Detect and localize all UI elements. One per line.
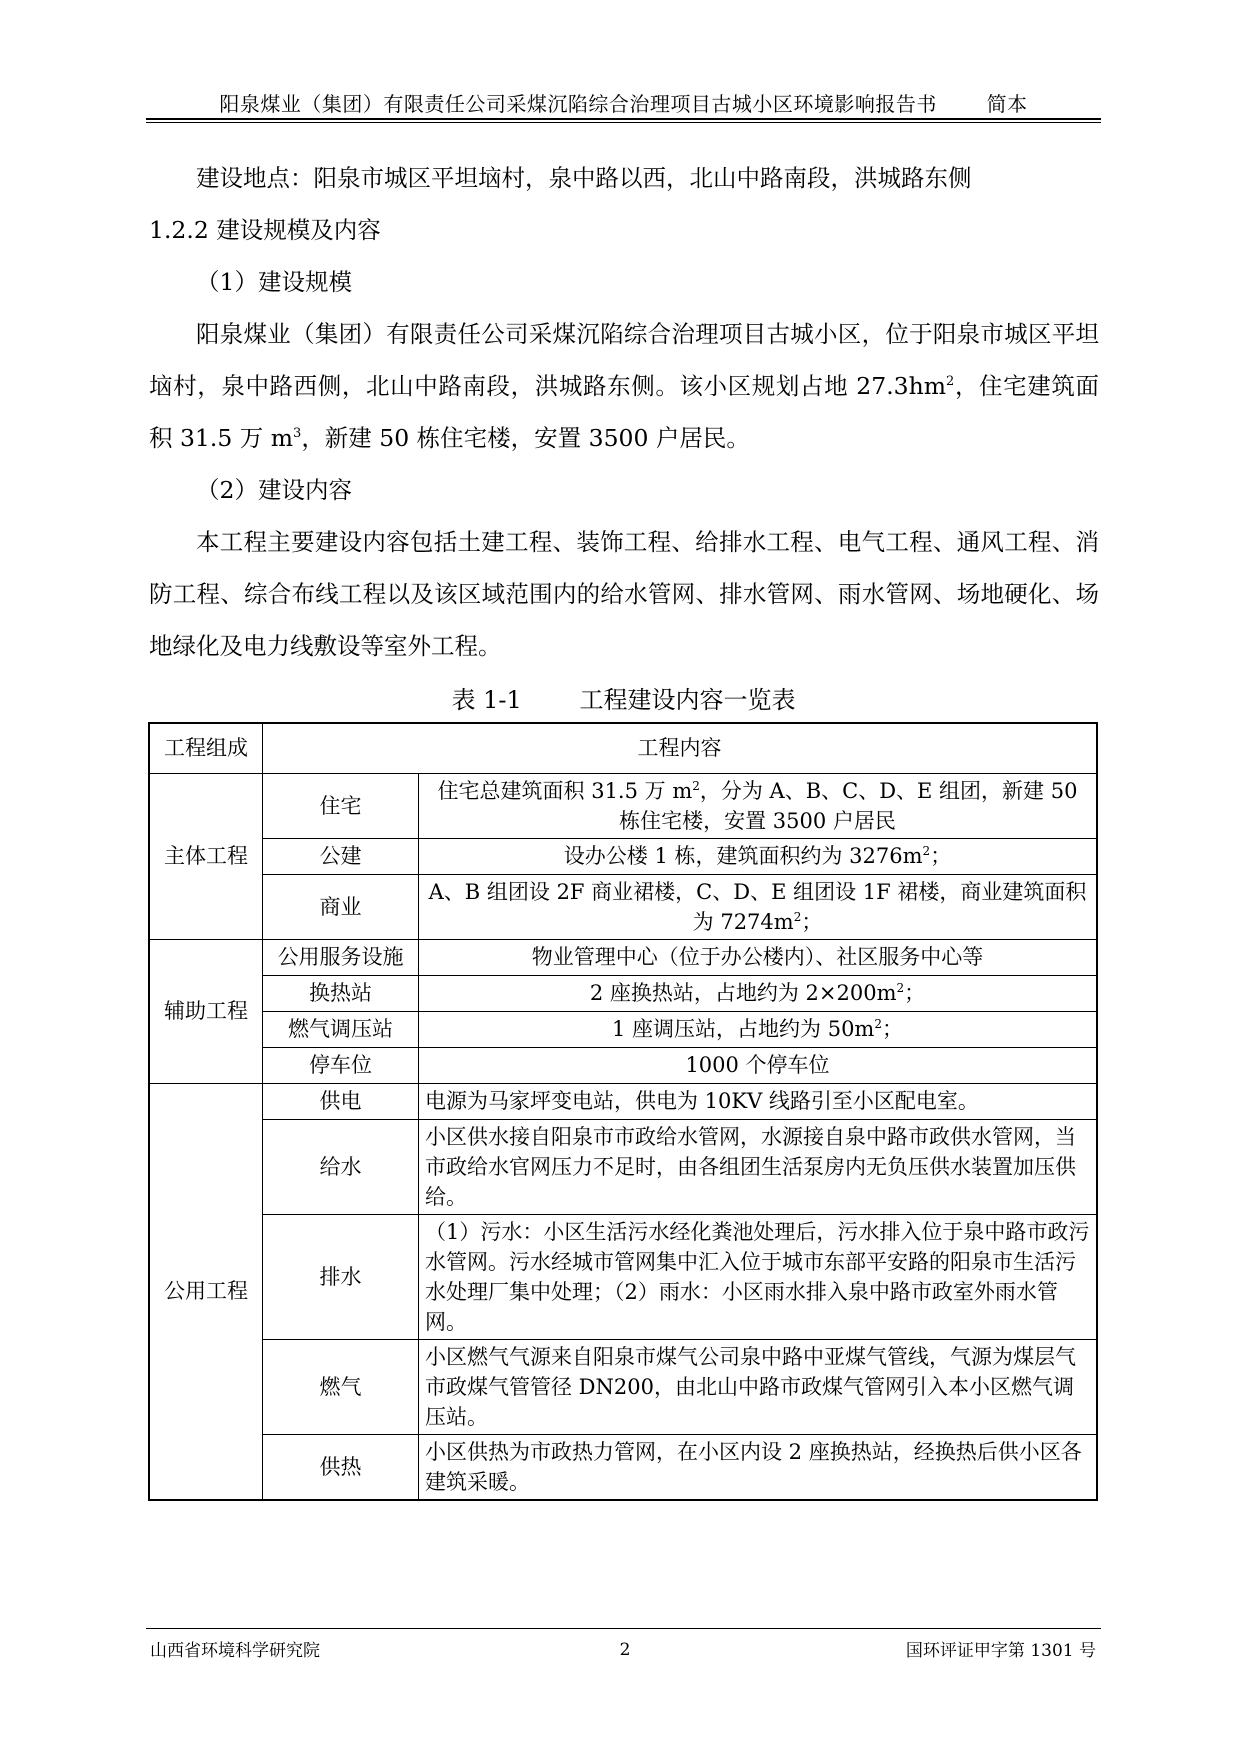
- paragraph-scale: 阳泉煤业（集团）有限责任公司采煤沉陷综合治理项目古城小区，位于阳泉市城区平坦垴村，泉中路西侧，北山中路南段，洪城路东侧。该小区规划占地 $27.3hm^2$，住宅建筑面积 31.5 万 $m^3$，新建 50 栋住宅楼，安置 3500 户居民。: [149, 320, 1099, 452]
- table-row: [149, 838, 1097, 874]
- table-header-row: [149, 723, 1097, 773]
- item-name: 供热: [263, 1434, 419, 1500]
- item-content: 小区燃气气源来自阳泉市煤气公司泉中路中亚煤气管线，气源为煤层气市政煤气管管径 DN200，由北山中路市政煤气管网引入本小区燃气调压站。: [419, 1339, 1098, 1434]
- table-row: [149, 1214, 1097, 1339]
- item-name: 燃气调压站: [263, 1011, 419, 1047]
- item-name: 给水: [263, 1119, 419, 1214]
- item-content: 小区供水接自阳泉市市政给水管网，水源接自泉中路市政供水管网，当市政给水官网压力不足时，由各组团生活泵房内无负压供水装置加压供给。: [419, 1119, 1098, 1214]
- page-number: 2: [619, 1640, 631, 1660]
- paragraph-content: 本工程主要建设内容包括土建工程、装饰工程、给排水工程、电气工程、通风工程、消防工程、综合布线工程以及该区域范围内的给水管网、排水管网、雨水管网、场地硬化、场地绿化及电力线敷设等室外工程。: [149, 528, 1099, 660]
- table-row: [149, 1047, 1097, 1083]
- table-row: [149, 1083, 1097, 1119]
- main-content: [149, 152, 1099, 672]
- group-cell-main: 主体工程: [149, 773, 263, 939]
- item-name: 燃气: [263, 1339, 419, 1434]
- item-content: 住宅总建筑面积 31.5 万 $m^2$，分为 A、B、C、D、E 组团，新建 50 栋住宅楼，安置 3500 户居民: [419, 773, 1098, 838]
- table-row: [149, 1119, 1097, 1214]
- table-row: [149, 1339, 1097, 1434]
- section-heading: 1.2.2 建设规模及内容: [149, 216, 381, 244]
- item-name: 公建: [263, 838, 419, 874]
- item-content: 2 座换热站，占地约为 $2\times 200m^2$；: [419, 975, 1098, 1011]
- header-cell-content: 工程内容: [263, 723, 1098, 773]
- item-content: 1000 个停车位: [419, 1047, 1098, 1083]
- item-content: 1 座调压站，占地约为 $50m^2$；: [419, 1011, 1098, 1047]
- group-cell-utility: 公用工程: [149, 1083, 263, 1500]
- table-row: [149, 874, 1097, 939]
- item-name: 换热站: [263, 975, 419, 1011]
- item-name: 住宅: [263, 773, 419, 838]
- header-rule-thin: [146, 122, 1101, 123]
- group-cell-auxiliary: 辅助工程: [149, 939, 263, 1083]
- table-row: [149, 773, 1097, 838]
- item-content: A、B 组团设 2F 商业裙楼，C、D、E 组团设 1F 裙楼，商业建筑面积为 $7274m^2$；: [419, 874, 1098, 939]
- item-name: 商业: [263, 874, 419, 939]
- table-title: 工程建设内容一览表: [579, 686, 796, 714]
- header-title: 阳泉煤业（集团）有限责任公司采煤沉陷综合治理项目古城小区环境影响报告书: [219, 92, 937, 116]
- item-name: 排水: [263, 1214, 419, 1339]
- footer-organization: 山西省环境科学研究院: [150, 1641, 320, 1661]
- subheading-content: （2）建设内容: [196, 476, 352, 504]
- item-name: 供电: [263, 1083, 419, 1119]
- footer-rule: [146, 1628, 1101, 1629]
- item-name: 公用服务设施: [263, 939, 419, 975]
- header-tag: 简本: [986, 92, 1028, 116]
- table-row: [149, 975, 1097, 1011]
- table-row: [149, 939, 1097, 975]
- footer-certificate: 国环评证甲字第 1301 号: [905, 1641, 1096, 1661]
- table-row: [149, 1434, 1097, 1500]
- table-caption: [146, 680, 1101, 715]
- subheading-scale: （1）建设规模: [196, 268, 352, 296]
- header-rule: [146, 118, 1101, 120]
- item-content: 电源为马家坪变电站，供电为 10KV 线路引至小区配电室。: [419, 1083, 1098, 1119]
- location-line: 建设地点：阳泉市城区平坦垴村，泉中路以西，北山中路南段，洪城路东侧: [196, 164, 972, 192]
- item-content: 设办公楼 1 栋，建筑面积约为 $3276m^2$；: [419, 838, 1098, 874]
- header-cell-composition: 工程组成: [149, 723, 263, 773]
- page-header: [146, 88, 1101, 117]
- table-number: 表 1-1: [451, 686, 522, 714]
- item-name: 停车位: [263, 1047, 419, 1083]
- item-content: 物业管理中心（位于办公楼内）、社区服务中心等: [419, 939, 1098, 975]
- project-content-table: [148, 722, 1098, 1501]
- item-content: 小区供热为市政热力管网，在小区内设 2 座换热站，经换热后供小区各建筑采暖。: [419, 1434, 1098, 1500]
- table-row: [149, 1011, 1097, 1047]
- item-content: （1）污水：小区生活污水经化粪池处理后，污水排入位于泉中路市政污水管网。污水经城市管网集中汇入位于城市东部平安路的阳泉市生活污水处理厂集中处理；（2）雨水：小区雨水排入泉中路市政室外雨水管网。: [419, 1214, 1098, 1339]
